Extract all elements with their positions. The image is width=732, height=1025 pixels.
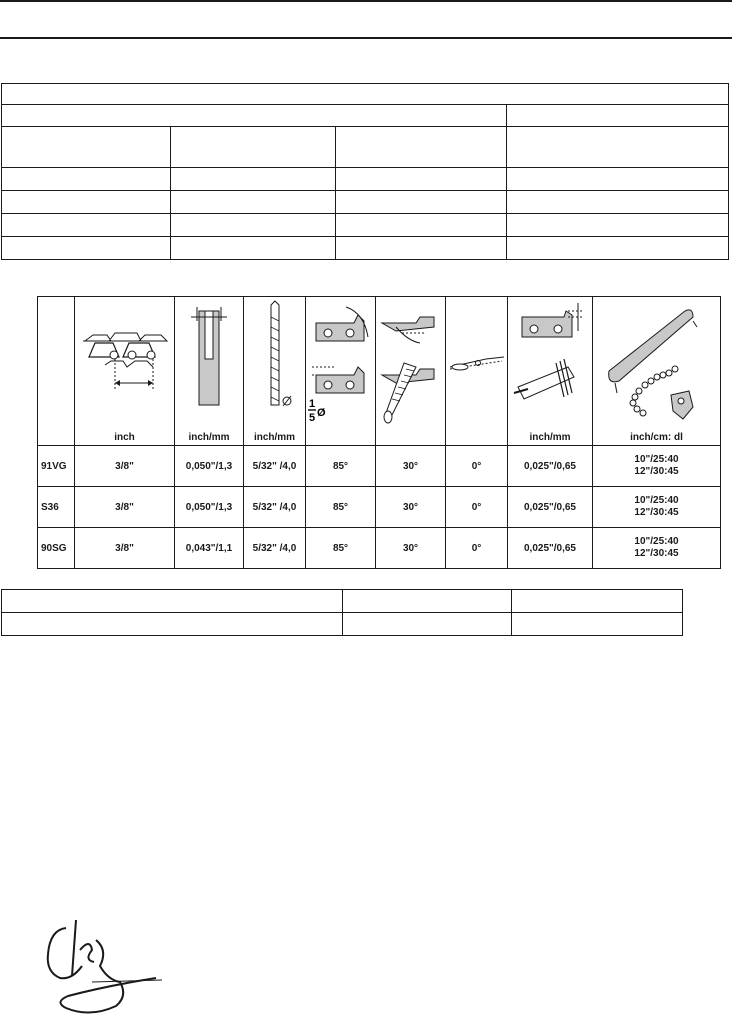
file-value: 5/32" /4,0: [244, 528, 306, 569]
unit-label: inch/mm: [175, 429, 244, 446]
gauge-value: 0,043"/1,1: [175, 528, 244, 569]
table-row: [2, 613, 683, 636]
table-row: [38, 528, 721, 569]
unit-label: [376, 429, 446, 446]
table-column-header: [171, 127, 336, 168]
table-column-header: [507, 127, 729, 168]
table-row: [38, 446, 721, 487]
unit-label: [446, 429, 508, 446]
bar-length-line: 12"/30:45: [634, 548, 679, 559]
chain-model: 90SG: [38, 528, 75, 569]
table-group-header: [507, 105, 729, 127]
svg-text:1: 1: [309, 398, 316, 410]
side-plate-angle-value: 0°: [446, 487, 508, 528]
top-rule: [0, 0, 732, 2]
bar-length-value: [593, 528, 721, 569]
guide-bar-chain-icon: [593, 297, 721, 430]
file-value: 5/32" /4,0: [244, 446, 306, 487]
unit-label: inch/mm: [244, 429, 306, 446]
top-plate-angle-value: 85°: [306, 487, 376, 528]
filing-angle-value: 30°: [376, 528, 446, 569]
table-row: [38, 487, 721, 528]
chain-model: S36: [38, 487, 75, 528]
bar-length-value: [593, 446, 721, 487]
table-row: [2, 191, 729, 214]
table-row: [2, 237, 729, 260]
depth-gauge-icon: [508, 297, 593, 430]
table-row: [2, 590, 683, 613]
bar-length-line: 10"/25:40: [634, 454, 679, 465]
filing-angle-icon: [376, 297, 446, 430]
pitch-value: 3/8": [75, 487, 175, 528]
bar-length-line: 10"/25:40: [634, 495, 679, 506]
table-row: [2, 214, 729, 237]
unit-label: inch/cm: dl: [593, 429, 721, 446]
filing-angle-value: 30°: [376, 446, 446, 487]
header-rule: [0, 37, 732, 39]
technical-data-table: [1, 83, 729, 260]
depth-gauge-value: 0,025"/0,65: [508, 487, 593, 528]
bar-length-line: 12"/30:45: [634, 507, 679, 518]
gauge-value: 0,050"/1,3: [175, 487, 244, 528]
pitch-value: 3/8": [75, 446, 175, 487]
depth-gauge-value: 0,025"/0,65: [508, 446, 593, 487]
unit-label: inch/mm: [508, 429, 593, 446]
table-column-header: [336, 127, 507, 168]
side-plate-angle-value: 0°: [446, 446, 508, 487]
gauge-value: 0,050"/1,3: [175, 446, 244, 487]
pitch-value: 3/8": [75, 528, 175, 569]
declaration-table: [1, 589, 683, 636]
bar-length-line: 10"/25:40: [634, 536, 679, 547]
svg-text:5: 5: [309, 412, 316, 424]
chain-model: 91VG: [38, 446, 75, 487]
unit-label: [306, 429, 376, 446]
signature-image: [36, 910, 176, 1020]
file-value: 5/32" /4,0: [244, 487, 306, 528]
table-title-cell: [2, 84, 729, 105]
depth-gauge-value: 0,025"/0,65: [508, 528, 593, 569]
table-row: [2, 168, 729, 191]
top-plate-angle-value: 85°: [306, 528, 376, 569]
chain-pitch-icon: [75, 297, 175, 430]
svg-text:Ø: Ø: [317, 407, 326, 419]
top-plate-angle-value: 85°: [306, 446, 376, 487]
side-plate-angle-value: 0°: [446, 528, 508, 569]
top-plate-angle-icon: [306, 297, 376, 430]
chain-sharpening-table: [37, 296, 721, 569]
round-file-icon: [244, 297, 306, 430]
bar-length-line: 12"/30:45: [634, 466, 679, 477]
gauge-icon: [175, 297, 244, 430]
unit-label: inch: [75, 429, 175, 446]
side-plate-angle-icon: [446, 297, 508, 430]
bar-length-value: [593, 487, 721, 528]
table-group-header: [2, 105, 507, 127]
icon-cell-blank: [38, 297, 75, 430]
table-column-header: [2, 127, 171, 168]
filing-angle-value: 30°: [376, 487, 446, 528]
unit-label: [38, 429, 75, 446]
